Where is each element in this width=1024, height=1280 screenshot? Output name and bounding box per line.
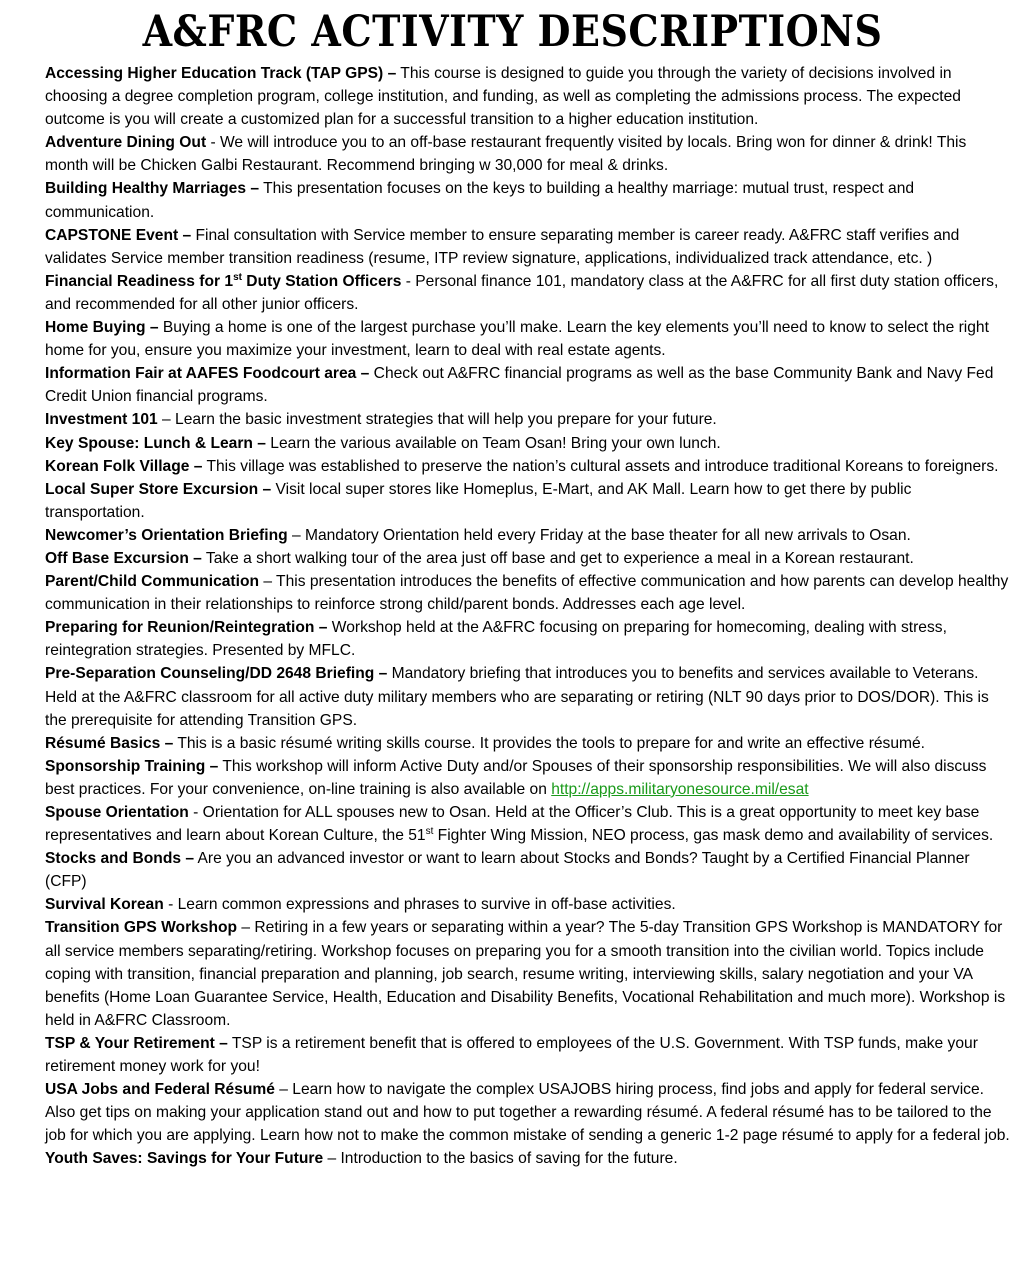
entry-spouse-orientation [45, 801, 1010, 847]
entry-korean-folk-village [45, 455, 1010, 478]
entry-newcomers-orientation [45, 524, 1010, 547]
entry-accessing-higher-education [45, 62, 1010, 131]
entry-title: Home Buying – [45, 319, 159, 337]
entry-description: Workshop held at the A&FRC focusing on preparing for homecoming, dealing with stress, reintegration strategies. Presented by MFLC. [45, 619, 947, 660]
entry-usa-jobs-federal-resume [45, 1078, 1010, 1147]
entry-off-base-excursion [45, 547, 1010, 570]
entry-youth-saves [45, 1147, 1010, 1170]
entry-title: CAPSTONE Event – [45, 226, 192, 244]
entry-title: Local Super Store Excursion – [45, 480, 272, 498]
entry-description: This is a basic résumé writing skills course. It provides the tools to prepare for and write an effective résumé. [173, 734, 926, 752]
entry-title: Information Fair at AAFES Foodcourt area – [45, 365, 370, 383]
entry-description: – Learn the basic investment strategies that will help you prepare for your future. [157, 411, 717, 429]
entry-investment-101 [45, 408, 1010, 431]
entry-title: Pre-Separation Counseling/DD 2648 Briefing – [45, 665, 388, 683]
entry-title: Investment 101 [45, 411, 158, 429]
entry-title-part: Duty Station Officers [241, 272, 402, 290]
entry-title: Korean Folk Village – [45, 457, 203, 475]
entry-title: Parent/Child Communication [45, 573, 259, 591]
entry-title: Transition GPS Workshop [45, 919, 238, 937]
entry-key-spouse-lunch [45, 432, 1010, 455]
entry-title: Youth Saves: Savings for Your Future [45, 1150, 324, 1168]
entry-description: Take a short walking tour of the area just off base and get to experience a meal in a Korean restaurant. [201, 549, 914, 567]
esat-training-link[interactable]: http://apps.militaryonesource.mil/esat [551, 780, 809, 798]
entry-description-part: - Orientation for ALL spouses new to Osan. Held at the Officer’s Club. This is a great opportunity to meet key base representatives and learn about Korean Culture, the 51 [45, 804, 980, 845]
entry-description: Check out A&FRC financial programs as well as the base Community Bank and Navy Fed Credit Union financial programs. [45, 365, 994, 406]
entry-description: This presentation focuses on the keys to building a healthy marriage: mutual trust, respect and communication. [45, 180, 915, 221]
entry-title-part: Financial Readiness for 1 [45, 272, 234, 290]
page-title: A&FRC ACTIVITY DESCRIPTIONS [142, 5, 883, 56]
entry-survival-korean [45, 893, 1010, 916]
entry-description: – Mandatory Orientation held every Friday at the base theater for all new arrivals to Osan. [287, 526, 911, 544]
entry-financial-readiness [45, 270, 1010, 316]
entry-title: Key Spouse: Lunch & Learn – [45, 434, 266, 452]
entry-description: – Learn how to navigate the complex USAJOBS hiring process, find jobs and apply for federal service. Also get tips on making your application stand out and how to put together a rewarding résumé. A federal résumé has to be tailored to the job for which you are applying. Learn how not to make the common mistake of sending a generic 1-2 page résumé to apply for a federal job. [45, 1081, 1010, 1145]
entry-description: This workshop will inform Active Duty and/or Spouses of their sponsorship responsibilities. We will also discuss best practices. For your convenience, on-line training is also available on [45, 757, 987, 798]
entry-description: – Introduction to the basics of saving for the future. [323, 1150, 678, 1168]
entry-description-part: Fighter Wing Mission, NEO process, gas mask demo and availability of services. [433, 827, 994, 845]
entry-sponsorship-training [45, 755, 1010, 801]
entry-title: TSP & Your Retirement – [45, 1034, 228, 1052]
entry-local-super-store [45, 478, 1010, 524]
entry-title: Newcomer’s Orientation Briefing [45, 526, 288, 544]
entry-title: Building Healthy Marriages – [45, 180, 260, 198]
entry-capstone-event [45, 224, 1010, 270]
entry-description: - We will introduce you to an off-base restaurant frequently visited by locals. Bring won for dinner & drink! This month will be Chicken Galbi Restaurant. Recommend bringing w 30,000 for meal & drinks. [45, 134, 967, 175]
entry-description: Mandatory briefing that introduces you to benefits and services available to Veterans. Held at the A&FRC classroom for all active duty military members who are separating or retiring (NLT 90 days prior to DOS/DOR). This is the prerequisite for attending Transition GPS. [45, 665, 989, 729]
activity-list [45, 62, 1010, 1171]
entry-description: This village was established to preserve the nation’s cultural assets and introduce traditional Koreans to foreigners. [202, 457, 999, 475]
entry-description: Visit local super stores like Homeplus, E-Mart, and AK Mall. Learn how to get there by public transportation. [45, 480, 912, 521]
entry-description: - Learn common expressions and phrases to survive in off-base activities. [163, 896, 676, 914]
entry-title: Preparing for Reunion/Reintegration – [45, 619, 328, 637]
entry-title: Survival Korean [45, 896, 164, 914]
entry-information-fair [45, 362, 1010, 408]
entry-description: Learn the various available on Team Osan! Bring your own lunch. [265, 434, 721, 452]
entry-preparing-for-reunion [45, 616, 1010, 662]
entry-tsp-retirement [45, 1032, 1010, 1078]
entry-description: Final consultation with Service member to ensure separating member is career ready. A&FRC staff verifies and validates Service member transition readiness (resume, ITP review signature, applications, individualized track attendance, etc. ) [45, 226, 960, 267]
entry-transition-gps-workshop [45, 916, 1010, 1031]
entry-resume-basics [45, 732, 1010, 755]
entry-adventure-dining-out [45, 131, 1010, 177]
entry-description: – Retiring in a few years or separating within a year? The 5-day Transition GPS Workshop is MANDATORY for all service members separating/retiring. Workshop focuses on preparing you for a smooth transition into the civilian world. Topics include coping with transition, financial preparation and planning, job search, resume writing, interviewing skills, salary negotiation and your VA benefits (Home Loan Guarantee Service, Health, Education and Disability Benefits, Vocational Rehabilitation and much more). Workshop is held in A&FRC Classroom. [45, 919, 1006, 1029]
entry-title: Spouse Orientation [45, 804, 189, 821]
entry-title: Off Base Excursion – [45, 549, 202, 567]
entry-title: USA Jobs and Federal Résumé [45, 1081, 275, 1099]
entry-pre-separation-counseling [45, 662, 1010, 731]
entry-parent-child-communication [45, 570, 1010, 616]
entry-title: Adventure Dining Out [45, 134, 207, 152]
entry-description: Are you an advanced investor or want to learn about Stocks and Bonds? Taught by a Certified Financial Planner (CFP) [45, 850, 970, 891]
entry-description: TSP is a retirement benefit that is offered to employees of the U.S. Government. With TSP funds, make your retirement money work for you! [45, 1034, 978, 1076]
entry-title [45, 273, 401, 290]
ordinal-superscript: st [425, 825, 434, 837]
entry-description: This course is designed to guide you through the variety of decisions involved in choosing a degree completion program, college institution, and funding, as well as completing the admissions process. The expected outcome is you will create a customized plan for a successful transition to a higher education institution. [45, 65, 961, 129]
entry-stocks-and-bonds [45, 847, 1010, 893]
entry-description: Buying a home is one of the largest purchase you’ll make. Learn the key elements you’ll need to know to select the right home for you, ensure you maximize your investment, learn to deal with real estate agents. [45, 319, 989, 360]
entry-title: Résumé Basics – [45, 734, 174, 752]
entry-title: Sponsorship Training – [45, 757, 219, 775]
entry-title: Accessing Higher Education Track (TAP GPS) – [45, 65, 397, 82]
entry-building-healthy-marriages [45, 177, 1010, 223]
entry-home-buying [45, 316, 1010, 362]
entry-description: - Personal finance 101, mandatory class at the A&FRC for all first duty station officers, and recommended for all other junior officers. [45, 272, 999, 313]
entry-title: Stocks and Bonds – [45, 850, 195, 868]
entry-description: – This presentation introduces the benefits of effective communication and how parents can develop healthy communication in their relationships to reinforce strong child/parent bonds. Addresses each age level. [45, 573, 1009, 614]
ordinal-superscript: st [233, 271, 242, 283]
